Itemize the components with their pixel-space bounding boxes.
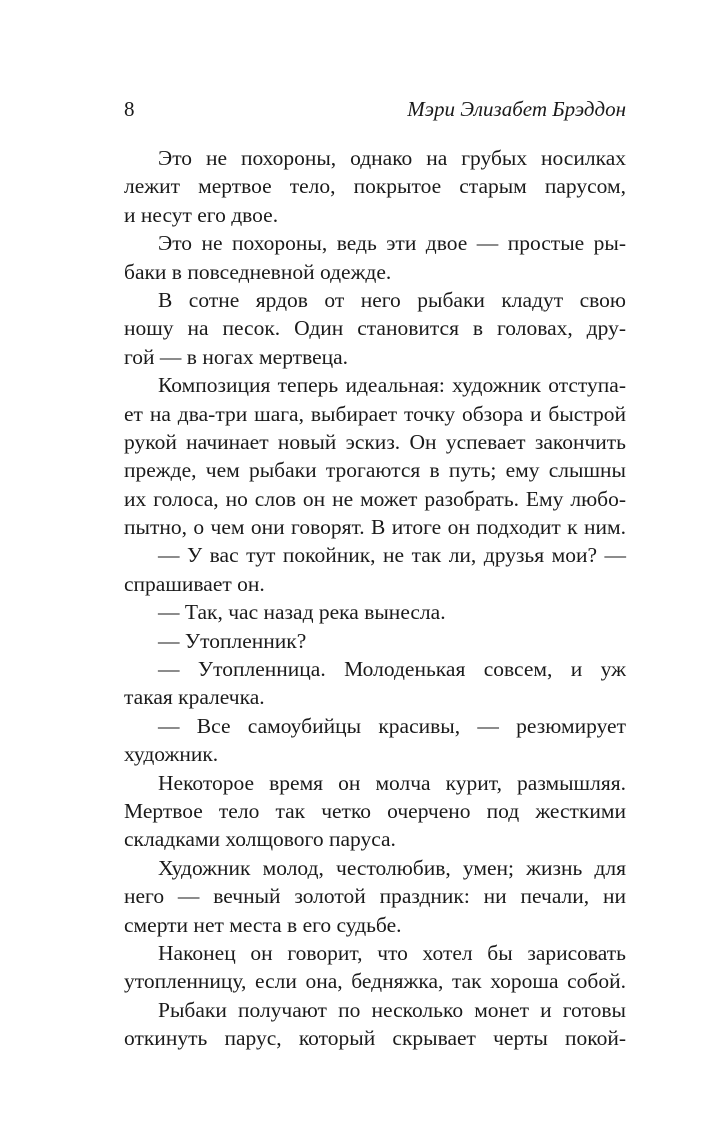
text-line: — Утопленник? xyxy=(158,628,307,653)
text-line: — Так, час назад река вынесла. xyxy=(158,600,446,625)
text-line: их голоса, но слов он не может разобрать. Ему любо- xyxy=(124,486,626,511)
text-line: прежде, чем рыбаки трогаются в путь; ему слышны xyxy=(124,458,626,483)
text-line: баки в повседневной одежде. xyxy=(124,259,392,284)
page-number: 8 xyxy=(124,97,135,121)
text-line: ет на два-три шага, выбирает точку обзора и быстрой xyxy=(124,401,626,426)
text-line: Мертвое тело так четко очерчено под жесткими xyxy=(124,798,626,823)
text-line: смерти нет места в его судьбе. xyxy=(124,912,402,937)
text-line: Рыбаки получают по несколько монет и готовы xyxy=(158,997,626,1022)
running-head-author: Мэри Элизабет Брэддон xyxy=(407,97,626,121)
text-line: утопленницу, если она, бедняжка, так хороша собой. xyxy=(124,969,626,994)
text-line: Композиция теперь идеальная: художник отступа- xyxy=(158,373,626,398)
text-line: гой — в ногах мертвеца. xyxy=(124,344,349,369)
text-line: такая кралечка. xyxy=(124,685,265,710)
text-line: В сотне ярдов от него рыбаки кладут свою xyxy=(158,287,626,312)
text-line: Наконец он говорит, что хотел бы зарисовать xyxy=(158,940,626,965)
text-line: Некоторое время он молча курит, размышляя. xyxy=(158,770,626,795)
text-line: складками холщового паруса. xyxy=(124,827,396,852)
text-line: — У вас тут покойник, не так ли, друзья мои? — xyxy=(158,543,626,568)
running-head xyxy=(124,96,626,122)
text-line: рукой начинает новый эскиз. Он успевает закончить xyxy=(124,429,626,454)
text-line: Это не похороны, ведь эти двое — простые ры- xyxy=(158,231,626,256)
text-line: пытно, о чем они говорят. В итоге он подходит к ним. xyxy=(124,515,626,540)
text-line: откинуть парус, который скрывает черты покой- xyxy=(124,1026,626,1051)
text-line: Художник молод, честолюбив, умен; жизнь для xyxy=(158,855,626,880)
text-line: лежит мертвое тело, покрытое старым парусом, xyxy=(124,174,626,199)
text-line: Это не похороны, однако на грубых носилках xyxy=(158,146,626,170)
text-line: — Все самоубийцы красивы, — резюмирует xyxy=(158,713,626,738)
text-line: художник. xyxy=(124,742,219,767)
text-line: ношу на песок. Один становится в головах, дру- xyxy=(124,316,626,341)
text-line: и несут его двое. xyxy=(124,202,279,227)
text-line: него — вечный золотой праздник: ни печали, ни xyxy=(124,884,626,909)
text-line: — Утопленница. Молоденькая совсем, и уж xyxy=(158,657,626,682)
body-text xyxy=(124,144,626,1053)
text-line: спрашивает он. xyxy=(124,571,265,596)
